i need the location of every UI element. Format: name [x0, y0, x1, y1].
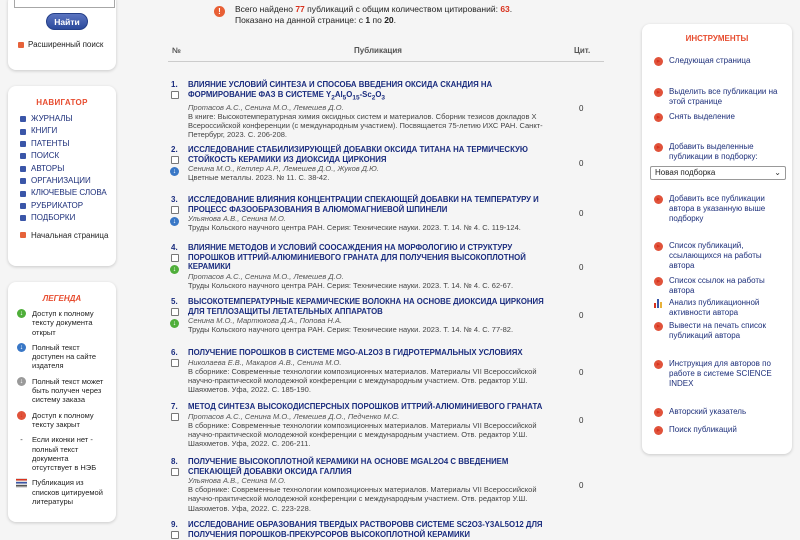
- bullet-icon: [20, 203, 26, 209]
- row-number: 4.: [171, 243, 178, 252]
- row-checkbox[interactable]: [171, 531, 179, 539]
- citations-count: 63: [500, 4, 510, 14]
- play-icon: ▸: [654, 277, 663, 286]
- row-checkbox[interactable]: [171, 359, 179, 367]
- legend-text: Доступ к полному тексту закрыт: [32, 410, 94, 429]
- play-icon: ▸: [654, 322, 663, 331]
- activity-analysis-link[interactable]: [654, 298, 788, 318]
- order-access-icon: ↓: [17, 377, 26, 386]
- open-access-icon[interactable]: ↓: [170, 265, 179, 274]
- nav-item-keywords[interactable]: [20, 187, 116, 199]
- citation-count[interactable]: 0: [579, 311, 584, 320]
- collection-select[interactable]: [650, 166, 786, 180]
- collection-select-value: Новая подборка: [655, 168, 716, 177]
- bullet-icon: [20, 141, 26, 147]
- citation-count[interactable]: 0: [579, 481, 584, 490]
- nav-item-books[interactable]: [20, 125, 116, 137]
- publication-authors: Протасов А.С., Сенина М.О., Лемешев Д.О.: [188, 271, 344, 281]
- play-icon: ▸: [654, 426, 663, 435]
- bullet-icon: [20, 232, 26, 238]
- navigator-panel: [8, 86, 116, 266]
- shown-prefix: Показано на данной странице: с: [235, 15, 363, 25]
- nav-item-label: ЖУРНАЛЫ: [31, 114, 73, 123]
- search-panel: [8, 0, 116, 70]
- row-number: 1.: [171, 80, 178, 89]
- nav-item-rubricator[interactable]: [20, 200, 116, 212]
- table-header: [168, 38, 604, 60]
- publication-authors: Николаева Е.В., Макаров А.В., Сенина М.О.: [188, 357, 342, 367]
- row-checkbox[interactable]: [171, 413, 179, 421]
- nav-item-label: КНИГИ: [31, 126, 58, 136]
- print-list-link[interactable]: [654, 321, 788, 341]
- citation-count[interactable]: 0: [579, 416, 584, 425]
- nav-item-label: ПОДБОРКИ: [31, 213, 76, 223]
- legend-text: Публикация из списков цитируемой литературы: [32, 478, 103, 507]
- tool-label: Анализ публикационной активности автора: [669, 298, 760, 317]
- publication-authors: Протасов А.С., Сенина М.О., Лемешев Д.О., Педченко М.С.: [188, 411, 400, 421]
- publisher-access-icon[interactable]: ↓: [170, 167, 179, 176]
- dash-icon: -: [20, 435, 23, 445]
- tools-panel: [642, 24, 792, 454]
- author-index-link[interactable]: [654, 407, 788, 417]
- publication-title[interactable]: МЕТОД СИНТЕЗА ВЫСОКОДИСПЕРСНЫХ ПОРОШКОВ ИТТРИЙ-АЛЮМИНИЕВОГО ГРАНАТА: [188, 402, 543, 411]
- row-checkbox[interactable]: [171, 254, 179, 262]
- nav-item-label: АВТОРЫ: [31, 163, 65, 173]
- navigator-title: НАВИГАТОР: [36, 98, 88, 107]
- legend-item: [8, 309, 116, 337]
- citation-count[interactable]: 0: [579, 209, 584, 218]
- publication-title[interactable]: ВЛИЯНИЕ МЕТОДОВ И УСЛОВИЙ СООСАЖДЕНИЯ НА МОРФОЛОГИЮ И СТРУКТУРУ ПОРОШКОВ ИТТРИЙ-АЛЮМИНИЕВОГО ГРАНАТА ДЛЯ ПОЛУЧЕНИЯ ВЫСОКОПЛОТНОЙ КЕРАМИКИ: [188, 243, 526, 272]
- play-icon: ▸: [654, 242, 663, 251]
- play-icon: ▸: [654, 143, 663, 152]
- publication-source: Труды Кольского научного центра РАН. Серия: Технические науки. 2023. Т. 14. № 4. С. 119-124.: [188, 223, 521, 233]
- legend-text: Если иконки нет - полный текст документа отсутствует в НЭБ: [32, 435, 97, 473]
- play-icon: ▸: [654, 88, 663, 97]
- nav-item-collections[interactable]: [20, 212, 116, 224]
- publication-source: Труды Кольского научного центра РАН. Серия: Технические науки. 2023. Т. 14. № 4. С. 77-82.: [188, 325, 514, 335]
- publication-source: В сборнике: Современные технологии композиционных материалов. Материалы VII Всероссийской научно-практической молодежной конференции с международным участием. Отв. редактор У.Ш. Шаяхметов. Уфа, 2022. С. 223-228.: [188, 485, 537, 513]
- tool-label: Авторский указатель: [669, 407, 747, 416]
- nav-item-journals[interactable]: [20, 113, 116, 125]
- publication-authors: Ульянова А.В., Сенина М.О.: [188, 214, 286, 224]
- legend-text: Полный текст доступен на сайте издателя: [32, 342, 97, 371]
- publication-authors: Ульянова А.В., Сенина М.О.: [188, 476, 286, 486]
- publisher-access-icon[interactable]: ↓: [170, 217, 179, 226]
- chevron-down-icon: ⌄: [774, 168, 781, 177]
- row-number: 3.: [171, 195, 178, 204]
- legend-item: [8, 343, 116, 371]
- nav-home-label: Начальная страница: [31, 230, 109, 240]
- open-access-icon: ↓: [17, 309, 26, 318]
- bullet-icon: [18, 42, 24, 48]
- citation-count[interactable]: 0: [579, 159, 584, 168]
- tool-label: Добавить все публикации автора в указанную выше подборку: [669, 194, 766, 223]
- tool-label: Вывести на печать список публикаций автора: [669, 321, 766, 340]
- shown-to: 20: [384, 15, 394, 25]
- nav-item-search[interactable]: [20, 150, 116, 162]
- add-all-author-link[interactable]: [654, 194, 788, 224]
- nav-item-label: ПОИСК: [31, 151, 60, 161]
- bullet-icon: [20, 191, 26, 197]
- header-divider: [168, 61, 604, 62]
- pub-search-link[interactable]: [654, 425, 788, 435]
- play-icon: ▸: [654, 113, 663, 122]
- publication-source: В сборнике: Современные технологии композиционных материалов. Материалы VII Всероссийской научно-практической молодежной конференции с международным участием. Отв. редактор У.Ш. Шаяхметов. Уфа, 2022. С. 185-190.: [188, 366, 537, 394]
- shown-mid: по: [372, 15, 382, 25]
- publisher-access-icon: ↓: [17, 343, 26, 352]
- results-info: ! Всего найдено 77 публикаций с общим количеством цитирований: 63. Показано на данной странице: с 1 по 20.: [214, 4, 512, 26]
- legend-panel: [8, 282, 116, 522]
- row-number: 6.: [171, 348, 178, 357]
- found-prefix: Всего найдено: [235, 4, 293, 14]
- play-icon: ▸: [654, 195, 663, 204]
- tool-label: Снять выделение: [669, 112, 735, 121]
- citing-list-link[interactable]: [654, 241, 788, 271]
- tool-label: Список публикаций, ссылающихся на работы автора: [669, 241, 762, 270]
- row-number: 9.: [171, 520, 178, 529]
- nav-item-label: РУБРИКАТОР: [31, 200, 84, 210]
- tool-label: Выделить все публикации на этой странице: [669, 87, 778, 106]
- row-number: 5.: [171, 297, 178, 306]
- find-button[interactable]: Найти: [46, 13, 88, 30]
- row-checkbox[interactable]: [171, 468, 179, 476]
- nav-item-organizations[interactable]: [20, 175, 116, 187]
- instruction-link[interactable]: [654, 359, 788, 389]
- play-icon: ▸: [654, 360, 663, 369]
- refs-list-link[interactable]: [654, 276, 788, 296]
- nav-item-authors[interactable]: [20, 163, 116, 175]
- col-citations: Цит.: [574, 46, 591, 55]
- publication-source: Труды Кольского научного центра РАН. Серия: Технические науки. 2023. Т. 14. № 4. С. 62-67.: [188, 280, 514, 290]
- tool-label: Список ссылок на работы автора: [669, 276, 765, 295]
- legend-item: [8, 411, 116, 430]
- row-checkbox[interactable]: [171, 206, 179, 214]
- nav-item-label: КЛЮЧЕВЫЕ СЛОВА: [31, 188, 107, 198]
- row-checkbox[interactable]: [171, 91, 179, 99]
- citation-count[interactable]: 0: [579, 368, 584, 377]
- nav-item-label: ПАТЕНТЫ: [31, 138, 70, 148]
- closed-access-icon: ↓: [17, 411, 26, 420]
- nav-item-patents[interactable]: [20, 138, 116, 150]
- nav-home-link[interactable]: [8, 231, 116, 240]
- publication-title[interactable]: ПОЛУЧЕНИЕ ВЫСОКОПЛОТНОЙ КЕРАМИКИ НА ОСНОВЕ MGAL2O4 С ВВЕДЕНИЕМ СПЕКАЮЩЕЙ ДОБАВКИ ОКСИДА ГАЛЛИЯ: [188, 457, 509, 476]
- legend-item: [8, 478, 116, 506]
- publication-source: Цветные металлы. 2023. № 11. С. 38-42.: [188, 173, 330, 183]
- play-icon: ▸: [654, 408, 663, 417]
- bullet-icon: [20, 129, 26, 135]
- publication-authors: Сенина М.О., Кетлер А.Р., Лемешев Д.О., Жуков Д.Ю.: [188, 164, 379, 174]
- open-access-icon[interactable]: ↓: [170, 319, 179, 328]
- publication-title[interactable]: ВЛИЯНИЕ УСЛОВИЙ СИНТЕЗА И СПОСОБА ВВЕДЕНИЯ ОКСИДА СКАНДИЯ НА ФОРМИРОВАНИЕ ФАЗ В СИСТЕМЕ $Y_2Al_5O_{15}-Sc_2O_3$: [188, 80, 493, 102]
- navigator-list: [8, 113, 116, 225]
- publication-authors: Протасов А.С., Сенина М.О., Лемешев Д.О.: [188, 102, 344, 112]
- bullet-icon: [20, 178, 26, 184]
- tool-label: Инструкция для авторов по работе в системе SCIENCE INDEX: [669, 359, 772, 388]
- publication-title[interactable]: ИССЛЕДОВАНИЕ ВЛИЯНИЯ КОНЦЕНТРАЦИИ СПЕКАЮЩЕЙ ДОБАВКИ НА ТЕМПЕРАТУРУ И ПРОЦЕСС ФАЗООБРАЗОВАНИЯ В АЛЮМОМАГНИЕВОЙ ШПИНЕЛИ: [188, 195, 539, 214]
- publication-title[interactable]: ИССЛЕДОВАНИЕ СТАБИЛИЗИРУЮЩЕЙ ДОБАВКИ ОКСИДА ТИТАНА НА ТЕРМИЧЕСКУЮ СТОЙКОСТЬ КЕРАМИКИ ИЗ ДИОКСИДА ЦИРКОНИЯ: [188, 145, 528, 164]
- row-checkbox[interactable]: [171, 308, 179, 316]
- row-number: 8.: [171, 457, 178, 466]
- bullet-icon: [20, 116, 26, 122]
- legend-title: ЛЕГЕНДА: [42, 294, 82, 303]
- publication-source: В сборнике: Современные технологии композиционных материалов. Материалы VII Всероссийской научно-практической молодежной конференции с международным участием. Отв. редактор У.Ш. Шаяхметов. Уфа, 2022. С. 206-211.: [188, 420, 537, 448]
- legend-item: [8, 377, 116, 405]
- col-publication: Публикация: [354, 46, 402, 55]
- publication-title[interactable]: ИССЛЕДОВАНИЕ ОБРАЗОВАНИЯ ТВЕРДЫХ РАСТВОРОВВ СИСТЕМЕ SC2O3-Y3AL5O12 ДЛЯ ПОЛУЧЕНИЯ ПОРОШКОВ-ПРЕКУРСОРОВ ВЫСОКОПЛОТНОЙ КЕРАМИКИ: [188, 520, 543, 539]
- tool-label: Добавить выделенные публикации в подборку:: [669, 142, 758, 161]
- row-number: 7.: [171, 402, 178, 411]
- advanced-search-link[interactable]: [18, 40, 103, 49]
- bar-chart-icon: [654, 299, 663, 308]
- citation-count[interactable]: 0: [579, 263, 584, 272]
- search-input[interactable]: [14, 0, 115, 8]
- legend-text: Полный текст может быть получен через систему заказа: [32, 376, 104, 405]
- citation-count[interactable]: 0: [579, 104, 584, 113]
- tool-label: Поиск публикаций: [669, 425, 737, 434]
- advanced-search-label: Расширенный поиск: [28, 40, 104, 49]
- play-icon: ▸: [654, 57, 663, 66]
- publication-authors: Сенина М.О., Мартюкова Д.А., Попова Н.А.: [188, 316, 343, 326]
- row-checkbox[interactable]: [171, 156, 179, 164]
- tool-label: Следующая страница: [669, 56, 751, 65]
- shown-from: 1: [365, 15, 371, 25]
- publication-title[interactable]: ПОЛУЧЕНИЕ ПОРОШКОВ В СИСТЕМЕ MGO-AL2O3 В ГИДРОТЕРМАЛЬНЫХ УСЛОВИЯХ: [188, 348, 523, 357]
- bullet-icon: [20, 153, 26, 159]
- info-icon: !: [214, 6, 225, 17]
- next-page-link[interactable]: [654, 56, 788, 66]
- add-selected-label: [654, 142, 788, 162]
- publication-source: В книге: Высокотемпературная химия оксидных систем и материалов. Сборник тезисов докладов X Всероссийской конференции (с международным участием). Посвящается 75-летию ИХС РАН. Санкт-Петербург, 2023. С. 206-208.: [188, 111, 543, 140]
- select-all-link[interactable]: [654, 87, 788, 107]
- bullet-icon: [20, 215, 26, 221]
- deselect-link[interactable]: [654, 112, 788, 122]
- bullet-icon: [20, 166, 26, 172]
- nav-item-label: ОРГАНИЗАЦИИ: [31, 176, 91, 186]
- found-count: 77: [295, 4, 305, 14]
- tools-title: ИНСТРУМЕНТЫ: [685, 34, 749, 43]
- row-number: 2.: [171, 145, 178, 154]
- publication-title[interactable]: ВЫСОКОТЕМПЕРАТУРНЫЕ КЕРАМИЧЕСКИЕ ВОЛОКНА НА ОСНОВЕ ДИОКСИДА ЦИРКОНИЯ ДЛЯ ТЕПЛОЗАЩИТЫ ЛЕТАТЕЛЬНЫХ АППАРАТОВ: [188, 297, 544, 316]
- legend-item: [8, 435, 116, 472]
- found-mid: публикаций с общим количеством цитирований:: [307, 4, 498, 14]
- reference-list-icon: [16, 478, 27, 488]
- col-number: №: [172, 46, 181, 55]
- legend-text: Доступ к полному тексту документа открыт: [32, 309, 94, 337]
